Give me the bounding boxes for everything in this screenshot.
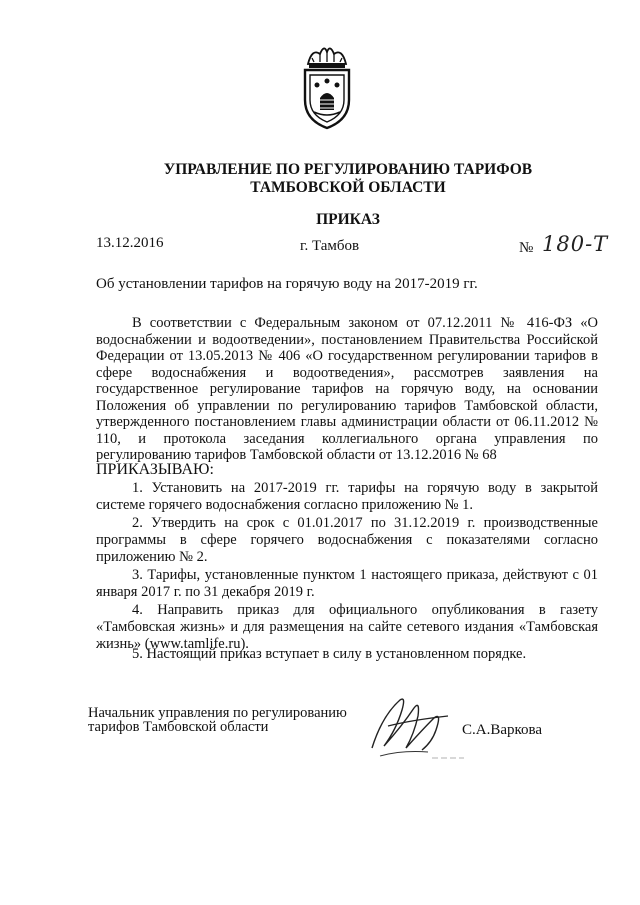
document-date: 13.12.2016 — [96, 235, 164, 251]
order-item-1: 1. Установить на 2017-2019 гг. тарифы на горячую воду в закрытой системе горячего водоснабжения согласно приложению № 1. — [96, 480, 598, 513]
signatory-role-line2: тарифов Тамбовской области — [88, 719, 269, 735]
authority-title-line2: ТАМБОВСКОЙ ОБЛАСТИ — [250, 179, 446, 196]
decree-word: ПРИКАЗЫВАЮ: — [96, 461, 214, 478]
document-city: г. Тамбов — [300, 238, 360, 254]
coat-of-arms-emblem — [300, 42, 354, 130]
document-type: ПРИКАЗ — [316, 211, 380, 228]
signatory-name: С.А.Варкова — [462, 722, 543, 738]
document-number-handwritten: 180-Т — [542, 232, 609, 256]
document-number-label: № — [519, 240, 534, 256]
handwritten-signature — [362, 686, 466, 764]
preamble-paragraph: В соответствии с Федеральным законом от 07.12.2011 № 416-ФЗ «О водоснабжении и водоотведении», постановлением Правительства Российской Федерации от 13.05.2013 № 406 «О государственном регулировании тарифов в сфере водоснабжения и водоотведения», рассмотрев заявления на государственное регулирование тарифов на горячую воду, на основании Положения об управлении по регулированию тарифов Тамбовской области, утвержденного постановлением главы администрации области от 06.11.2012 № 110, и протокола заседания коллегиального органа управления по регулированию тарифов Тамбовской области от 13.12.2016 № 68 — [96, 315, 598, 463]
signatory-role-line1: Начальник управления по регулированию — [88, 705, 347, 721]
order-item-5: 5. Настоящий приказ вступает в силу в установленном порядке. — [132, 646, 527, 662]
authority-title-line1: УПРАВЛЕНИЕ ПО РЕГУЛИРОВАНИЮ ТАРИФОВ — [163, 161, 533, 178]
order-item-3: 3. Тарифы, установленные пунктом 1 настоящего приказа, действуют с 01 января 2017 г. по 31 декабря 2019 г. — [96, 567, 598, 600]
order-item-4: 4. Направить приказ для официального опубликования в газету «Тамбовская жизнь» и для размещения на сайте сетевого издания «Тамбовская жизнь» (www.tamlife.ru). — [96, 602, 598, 652]
order-item-2: 2. Утвердить на срок с 01.01.2017 по 31.12.2019 г. производственные программы в сфере горячего водоснабжения с показателями согласно приложению № 2. — [96, 515, 598, 565]
document-subject: Об установлении тарифов на горячую воду на 2017-2019 гг. — [96, 276, 478, 292]
signatory-role — [88, 706, 347, 734]
